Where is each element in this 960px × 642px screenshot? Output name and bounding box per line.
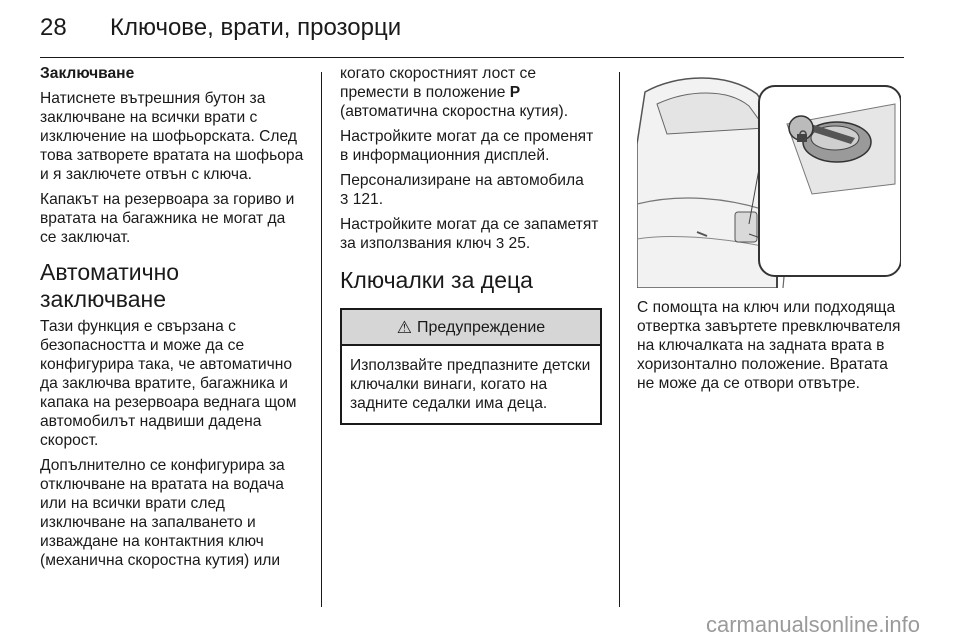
continuation-paragraph: [340, 64, 604, 121]
warning-triangle-icon: ⚠: [396, 317, 413, 337]
settings-paragraph: Настройките могат да се променят в информационния дисплей.: [340, 128, 594, 164]
door-illustration-svg: [637, 64, 901, 288]
page-number: 28: [40, 14, 67, 41]
personalisation-paragraph: [340, 171, 604, 209]
watermark: carmanualsonline.info: [705, 612, 920, 637]
personalisation-page-ref[interactable]: 121.: [352, 191, 384, 208]
warning-box: [340, 308, 602, 425]
page-title: Ключове, врати, прозорци: [110, 14, 402, 41]
extra-paragraph: Допълнително се конфигурира за отключване на вратата на водача или на всички врати след изключване на запалването и изваждане на контактния ключ (механична скоростна кутия) или: [40, 457, 285, 569]
memory-text: Настройките могат да се запаметят за използвания ключ: [340, 216, 599, 252]
column-divider-2: [619, 72, 620, 607]
column-divider-1: [321, 72, 322, 607]
child-lock-illustration: [637, 64, 901, 288]
page-header: [40, 14, 401, 50]
left-column: [40, 64, 306, 576]
reference-arrow-icon: 3: [340, 191, 349, 208]
lock-heading: Заключване: [40, 65, 135, 82]
warning-header: [342, 310, 600, 346]
child-lock-heading: Ключалки за деца: [340, 267, 533, 293]
reference-arrow-icon: 3: [495, 235, 505, 252]
memory-paragraph: [340, 215, 604, 253]
continuation-text-b: (автоматична скоростна кутия).: [340, 103, 569, 120]
fuel-paragraph: Капакът на резервоара за гориво и вратата на багажника не могат да се заключат.: [40, 191, 295, 246]
right-column: [637, 64, 903, 399]
memory-page-ref[interactable]: 25.: [508, 235, 531, 252]
warning-text: Използвайте предпазните детски ключалки винаги, когато на задните седалки има деца.: [350, 357, 591, 412]
personalisation-text: Персонализиране на автомобила: [340, 172, 584, 189]
warning-title: Предупреждение: [417, 318, 546, 336]
auto-lock-heading: Автоматично заключване: [40, 259, 180, 312]
auto-lock-paragraph: Тази функция е свързана с безопасността и може да се конфигурира така, че автоматично да заключва вратите, багажника и капака на резервоара веднага щом автомобилът надвиши дадена скорост.: [40, 318, 297, 449]
child-lock-caption: С помощта на ключ или подходяща отвертка завъртете превключвателя на ключалката на задната врата в хоризонтално положение. Вратата не може да се отвори отвътре.: [637, 299, 901, 392]
middle-column: [340, 64, 604, 425]
header-rule: [40, 57, 904, 58]
lock-paragraph: Натиснете вътрешния бутон за заключване на всички врати с изключение на шофьорската. След това затворете вратата на шофьора и я заключете отвън с ключа.: [40, 90, 304, 183]
continuation-text-a: когато скоростният лост се премести в положение: [340, 65, 536, 101]
gear-position-p: P: [509, 84, 521, 101]
